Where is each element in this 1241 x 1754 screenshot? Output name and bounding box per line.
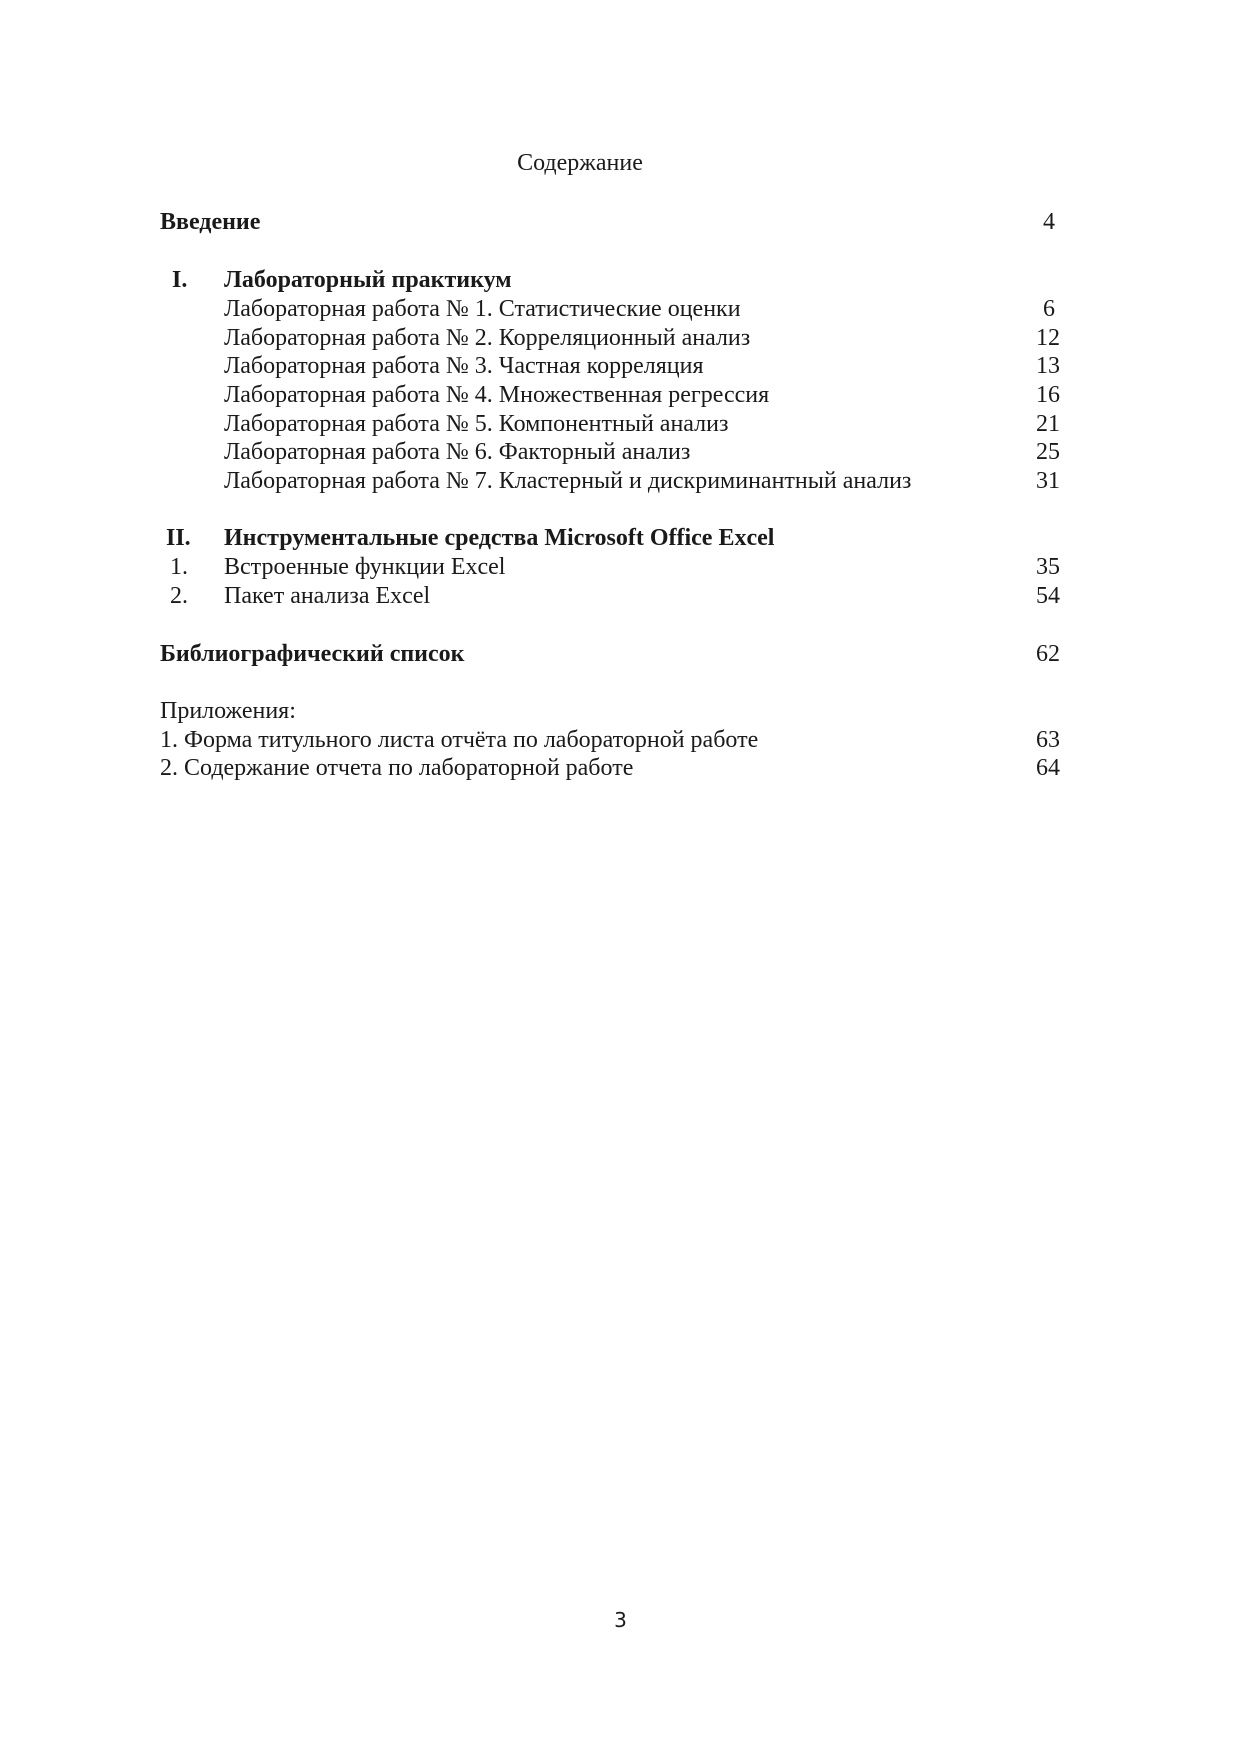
toc-page-appendix2: 64 — [1036, 755, 1060, 781]
toc-entry-lab1: Лабораторная работа № 1. Статистические оценки — [224, 296, 741, 322]
toc-entry-appendix1: 1. Форма титульного листа отчёта по лабораторной работе — [160, 727, 759, 753]
toc-entry-appendix2: 2. Содержание отчета по лабораторной работе — [160, 755, 634, 781]
section2-number: II. — [166, 525, 191, 551]
section2-item-number: 2. — [170, 583, 188, 609]
toc-entry-excel-functions: Встроенные функции Excel — [224, 554, 506, 580]
section2-heading: Инструментальные средства Microsoft Office Excel — [224, 525, 775, 551]
toc-entry-lab2: Лабораторная работа № 2. Корреляционный анализ — [224, 325, 751, 351]
toc-page-lab5: 21 — [1036, 411, 1060, 437]
toc-page-lab2: 12 — [1036, 325, 1060, 351]
toc-entry-analysis-toolpak: Пакет анализа Excel — [224, 583, 431, 609]
page-number: 3 — [614, 1608, 627, 1632]
section2-item-number: 1. — [170, 554, 188, 580]
section1-heading: Лабораторный практикум — [224, 267, 512, 293]
toc-page-lab3: 13 — [1036, 353, 1060, 379]
toc-entry-lab6: Лабораторная работа № 6. Факторный анализ — [224, 439, 691, 465]
section1-number: I. — [172, 267, 188, 293]
toc-page-analysis-toolpak: 54 — [1036, 583, 1060, 609]
toc-entry-lab3: Лабораторная работа № 3. Частная корреляция — [224, 353, 704, 379]
toc-title: Содержание — [517, 150, 643, 176]
toc-page-lab1: 6 — [1043, 296, 1055, 322]
toc-page-lab6: 25 — [1036, 439, 1060, 465]
toc-page-lab4: 16 — [1036, 382, 1060, 408]
toc-page-bibliography: 62 — [1036, 641, 1060, 667]
toc-page-appendix1: 63 — [1036, 727, 1060, 753]
toc-entry-lab7: Лабораторная работа № 7. Кластерный и дискриминантный анализ — [224, 468, 912, 494]
toc-page-lab7: 31 — [1036, 468, 1060, 494]
toc-entry-intro: Введение — [160, 209, 261, 235]
toc-page-excel-functions: 35 — [1036, 554, 1060, 580]
appendices-heading: Приложения: — [160, 698, 296, 724]
toc-page-intro: 4 — [1043, 209, 1055, 235]
toc-entry-bibliography: Библиографический список — [160, 641, 465, 667]
toc-entry-lab5: Лабораторная работа № 5. Компонентный анализ — [224, 411, 729, 437]
toc-entry-lab4: Лабораторная работа № 4. Множественная регрессия — [224, 382, 770, 408]
